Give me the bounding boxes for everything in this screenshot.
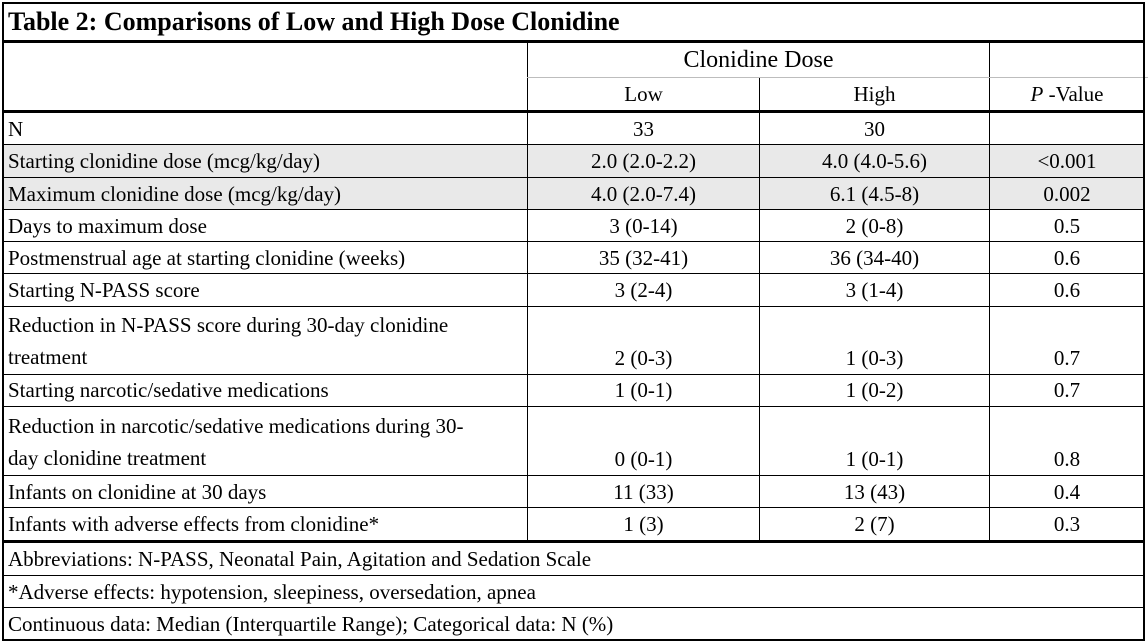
- table-row: [2, 178, 1144, 210]
- row-low-value: 0 (0-1): [614, 447, 673, 471]
- rule-below-title: [2, 40, 1144, 43]
- row-p: <0.001: [989, 145, 1144, 177]
- table-row: [2, 508, 1144, 540]
- table-row: [2, 274, 1144, 306]
- row-p: 0.7: [989, 374, 1144, 406]
- row-label-line2: treatment: [8, 345, 88, 369]
- rule-row-2: [2, 177, 1144, 178]
- border-right: [1143, 2, 1145, 641]
- row-p: [989, 113, 1144, 145]
- row-low: [527, 407, 759, 475]
- header-p-rest: -Value: [1043, 82, 1104, 106]
- table-row: [2, 407, 1144, 475]
- rule-row-9: [2, 475, 1144, 476]
- row-p: 0.3: [989, 508, 1144, 540]
- row-label: Infants on clonidine at 30 days: [8, 480, 267, 504]
- row-low: 11 (33): [527, 476, 759, 508]
- row-label-line2: day clonidine treatment: [8, 446, 207, 470]
- row-high: 2 (7): [759, 508, 989, 540]
- table-row: [2, 307, 1144, 374]
- row-high: [759, 307, 989, 374]
- border-left: [2, 2, 4, 641]
- row-low: 33: [527, 113, 759, 145]
- row-label: N: [8, 117, 24, 141]
- row-high: 30: [759, 113, 989, 145]
- row-p-value: 0.8: [1053, 447, 1081, 471]
- header-blank-cell: [2, 42, 527, 78]
- rule-row-6: [2, 306, 1144, 307]
- row-low: 2.0 (2.0-2.2): [527, 145, 759, 177]
- row-label: [2, 407, 527, 475]
- row-high: 36 (34-40): [759, 242, 989, 274]
- row-low: 3 (0-14): [527, 210, 759, 242]
- row-label: Starting clonidine dose (mcg/kg/day): [8, 149, 321, 173]
- row-p: 0.5: [989, 210, 1144, 242]
- header-high: High: [759, 78, 989, 111]
- row-high-value: 1 (0-1): [845, 447, 904, 471]
- table-row: [2, 374, 1144, 406]
- header-p-italic: P: [1030, 82, 1044, 106]
- row-low: 4.0 (2.0-7.4): [527, 178, 759, 210]
- rule-bottom: [2, 639, 1144, 641]
- table-row: [2, 113, 1144, 145]
- row-p: [989, 307, 1144, 374]
- row-p: [989, 407, 1144, 475]
- rule-row-8: [2, 406, 1144, 407]
- row-low: 35 (32-41): [527, 242, 759, 274]
- rule-row-1: [2, 144, 1144, 145]
- row-low: 1 (0-1): [527, 374, 759, 406]
- table-row: [2, 476, 1144, 508]
- row-low: 1 (3): [527, 508, 759, 540]
- row-p-value: 0.7: [1053, 346, 1081, 370]
- header-group-row: [2, 42, 1144, 78]
- table-title: Table 2: Comparisons of Low and High Dose Clonidine: [8, 7, 620, 36]
- row-high: 2 (0-8): [759, 210, 989, 242]
- rule-row-7: [2, 374, 1144, 375]
- row-high: [759, 407, 989, 475]
- header-columns-row: [2, 78, 1144, 111]
- rule-below-header: [2, 110, 1144, 113]
- row-low: [527, 307, 759, 374]
- rule-row-3: [2, 209, 1144, 210]
- footnote-row: [2, 543, 1144, 575]
- rule-below-body: [2, 540, 1144, 543]
- row-high: 1 (0-2): [759, 374, 989, 406]
- row-low-value: 2 (0-3): [614, 346, 673, 370]
- table-title-row: [2, 4, 1144, 40]
- table-row: [2, 242, 1144, 274]
- row-label: Postmenstrual age at starting clonidine (weeks): [8, 246, 406, 270]
- row-high: 6.1 (4.5-8): [759, 178, 989, 210]
- table-row: [2, 145, 1144, 177]
- rule-top: [2, 2, 1144, 4]
- footnote-abbreviations: Abbreviations: N-PASS, Neonatal Pain, Agitation and Sedation Scale: [8, 547, 592, 571]
- row-label: Maximum clonidine dose (mcg/kg/day): [8, 182, 342, 206]
- row-label: Starting narcotic/sedative medications: [8, 378, 329, 402]
- footnote-adverse-effects: *Adverse effects: hypotension, sleepiness, oversedation, apnea: [8, 580, 536, 604]
- header-p-value: [989, 78, 1144, 111]
- row-p: 0.6: [989, 242, 1144, 274]
- row-label: [2, 307, 527, 374]
- row-label: Days to maximum dose: [8, 214, 207, 238]
- rule-foot-2: [2, 607, 1144, 608]
- table-row: [2, 210, 1144, 242]
- rule-below-group: [527, 77, 1148, 78]
- footnote-data-format: Continuous data: Median (Interquartile Range); Categorical data: N (%): [8, 612, 614, 636]
- row-p: 0.6: [989, 274, 1144, 306]
- header-blank-p-cell: [989, 42, 1144, 78]
- row-high-value: 1 (0-3): [845, 346, 904, 370]
- rule-row-4: [2, 241, 1144, 242]
- row-label: Infants with adverse effects from clonidine*: [8, 512, 380, 536]
- rule-row-10: [2, 507, 1144, 508]
- footnote-row: [2, 608, 1144, 640]
- row-high: 4.0 (4.0-5.6): [759, 145, 989, 177]
- row-label-line1: Reduction in N-PASS score during 30-day clonidine: [8, 313, 449, 337]
- row-p: 0.002: [989, 178, 1144, 210]
- header-low: Low: [527, 78, 759, 111]
- header-label-blank: [2, 78, 527, 111]
- rule-row-5: [2, 273, 1144, 274]
- footnote-row: [2, 576, 1144, 608]
- row-low: 3 (2-4): [527, 274, 759, 306]
- row-label-line1: Reduction in narcotic/sedative medications during 30-: [8, 414, 464, 438]
- row-label: Starting N-PASS score: [8, 278, 200, 302]
- rule-foot-1: [2, 575, 1144, 576]
- row-high: 13 (43): [759, 476, 989, 508]
- header-group-label: Clonidine Dose: [527, 42, 989, 78]
- row-high: 3 (1-4): [759, 274, 989, 306]
- row-p: 0.4: [989, 476, 1144, 508]
